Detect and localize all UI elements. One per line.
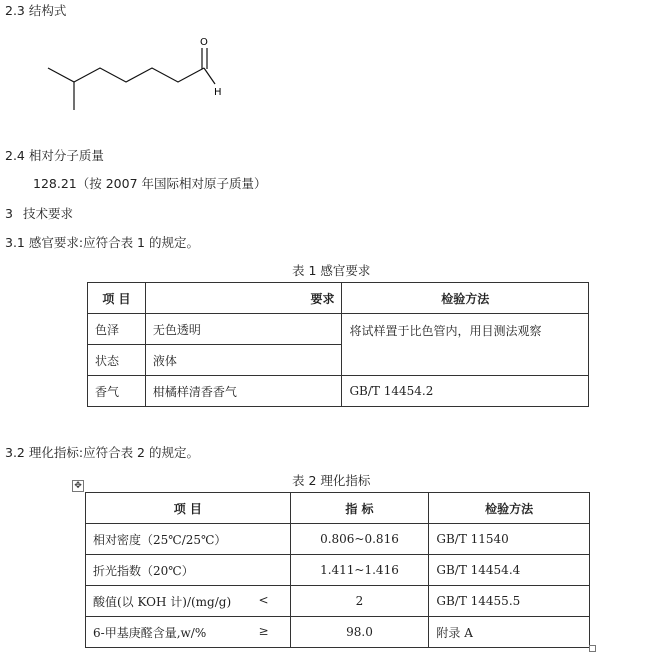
cell-item bbox=[86, 586, 291, 617]
table-1-sensory bbox=[87, 282, 589, 407]
cell-item: 香气 bbox=[88, 376, 146, 407]
table-resize-handle[interactable] bbox=[589, 645, 596, 652]
cell-method: GB/T 11540 bbox=[429, 524, 590, 555]
section-title: 理化指标:应符合表 2 的规定。 bbox=[28, 445, 199, 460]
section-number: 2.4 bbox=[5, 148, 25, 163]
section-3-1-heading bbox=[5, 233, 199, 251]
cell-method: GB/T 14454.4 bbox=[429, 555, 590, 586]
header-item: 项 目 bbox=[86, 493, 291, 524]
section-2-4-heading bbox=[5, 146, 104, 164]
cell-item: 状态 bbox=[88, 345, 146, 376]
section-title: 技术要求 bbox=[22, 206, 73, 221]
formula-chain bbox=[74, 68, 204, 82]
table-1-caption: 表 1 感官要求 bbox=[292, 263, 371, 278]
section-3-2-heading bbox=[5, 443, 199, 461]
section-number: 2.3 bbox=[5, 3, 25, 18]
table-move-handle-icon[interactable]: ✥ bbox=[72, 480, 84, 492]
cell-index: 1.411~1.416 bbox=[290, 555, 429, 586]
section-title: 相对分子质量 bbox=[28, 148, 104, 163]
table-row bbox=[88, 314, 589, 345]
header-item: 项 目 bbox=[88, 283, 146, 314]
cell-item bbox=[86, 524, 291, 555]
table-row bbox=[86, 617, 590, 648]
cell-item-symbol: < bbox=[258, 592, 269, 607]
cell-item bbox=[86, 617, 291, 648]
formula-branch bbox=[48, 68, 74, 110]
cell-requirement: 液体 bbox=[145, 345, 342, 376]
cell-method: 附录 A bbox=[429, 617, 590, 648]
cell-requirement: 无色透明 bbox=[145, 314, 342, 345]
cell-method-merged: 将试样置于比色管内，用目测法观察 bbox=[342, 314, 589, 376]
section-title: 结构式 bbox=[28, 3, 67, 18]
section-title: 感官要求:应符合表 1 的规定。 bbox=[28, 235, 199, 250]
cell-method: GB/T 14454.2 bbox=[342, 376, 589, 407]
table-2-physicochemical bbox=[85, 492, 590, 648]
cell-item-label: 酸值(以 KOH 计)/(mg/g) bbox=[93, 594, 232, 609]
structural-formula bbox=[0, 0, 240, 120]
section-number: 3.2 bbox=[5, 445, 25, 460]
cell-item bbox=[86, 555, 291, 586]
table-row bbox=[88, 376, 589, 407]
molecular-weight-text: 128.21（按 2007 年国际相对原子质量） bbox=[33, 176, 267, 191]
table-header-row bbox=[88, 283, 589, 314]
section-3-heading bbox=[5, 204, 73, 222]
cell-index: 2 bbox=[290, 586, 429, 617]
cell-method: GB/T 14455.5 bbox=[429, 586, 590, 617]
header-index: 指 标 bbox=[290, 493, 429, 524]
section-number: 3.1 bbox=[5, 235, 25, 250]
cell-item-label: 折光指数（20℃） bbox=[93, 563, 194, 578]
cell-item-label: 6-甲基庚醛含量,w/% bbox=[93, 625, 207, 640]
cell-item-label: 相对密度（25℃/25℃） bbox=[93, 532, 227, 547]
atom-hydrogen: H bbox=[214, 87, 222, 98]
table-row bbox=[86, 524, 590, 555]
cell-item: 色泽 bbox=[88, 314, 146, 345]
cell-requirement: 柑橘样清香香气 bbox=[145, 376, 342, 407]
table-row bbox=[86, 586, 590, 617]
cell-index: 0.806~0.816 bbox=[290, 524, 429, 555]
cell-index: 98.0 bbox=[290, 617, 429, 648]
atom-oxygen: O bbox=[200, 37, 208, 48]
cell-item-symbol: ≥ bbox=[258, 623, 269, 638]
header-requirement: 要求 bbox=[145, 283, 342, 314]
section-number: 3 bbox=[5, 206, 13, 221]
header-method: 检验方法 bbox=[342, 283, 589, 314]
formula-ch-bond bbox=[204, 68, 215, 84]
header-method: 检验方法 bbox=[429, 493, 590, 524]
table-header-row bbox=[86, 493, 590, 524]
table-row bbox=[86, 555, 590, 586]
table-2-caption: 表 2 理化指标 bbox=[292, 473, 371, 488]
